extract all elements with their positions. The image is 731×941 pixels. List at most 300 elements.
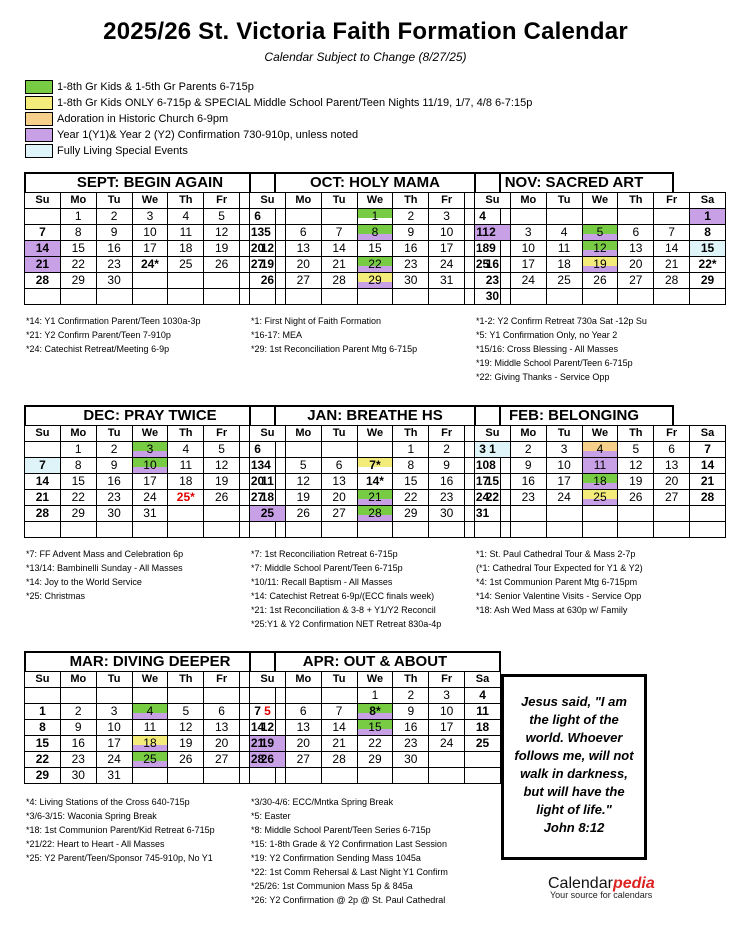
day-number: 19 [629, 474, 643, 488]
day-cell[interactable] [429, 704, 465, 720]
day-cell[interactable] [132, 752, 168, 768]
day-cell[interactable] [690, 474, 726, 490]
day-number: 29 [700, 273, 715, 287]
day-cell[interactable] [285, 720, 321, 736]
day-cell[interactable] [429, 688, 465, 704]
day-cell[interactable] [321, 704, 357, 720]
day-cell[interactable] [204, 490, 240, 506]
legend-item [25, 111, 532, 127]
day-cell[interactable] [25, 490, 61, 506]
day-number: 11 [593, 458, 607, 472]
day-number: 1 [489, 442, 496, 456]
weekday-header: Sa [690, 426, 726, 442]
weekday-header: Sa [690, 193, 726, 209]
day-cell[interactable] [25, 506, 61, 522]
day-cell[interactable] [321, 225, 357, 241]
day-cell[interactable] [582, 273, 618, 289]
day-cell[interactable] [510, 474, 546, 490]
day-cell[interactable] [204, 704, 240, 720]
day-cell[interactable] [357, 704, 393, 720]
day-number: 25 [557, 273, 571, 287]
day-cell[interactable] [132, 458, 168, 474]
day-cell[interactable] [285, 474, 321, 490]
day-cell[interactable] [132, 490, 168, 506]
day-cell[interactable] [60, 720, 96, 736]
day-cell[interactable] [285, 273, 321, 289]
day-cell[interactable] [393, 225, 429, 241]
notes-nov [476, 314, 676, 384]
day-cell[interactable] [96, 273, 132, 289]
day-cell[interactable] [429, 241, 465, 257]
day-cell[interactable] [60, 257, 96, 273]
day-cell[interactable] [285, 225, 321, 241]
day-cell[interactable] [96, 736, 132, 752]
day-number: 18 [475, 720, 490, 734]
weekday-header: We [357, 426, 393, 442]
day-cell[interactable] [204, 442, 240, 458]
day-cell[interactable] [582, 490, 618, 506]
day-cell [357, 289, 393, 305]
day-cell[interactable] [285, 752, 321, 768]
day-number: 19 [214, 474, 229, 488]
day-cell[interactable] [60, 768, 96, 784]
day-cell[interactable] [429, 474, 465, 490]
day-cell[interactable] [132, 474, 168, 490]
day-cell[interactable] [475, 273, 511, 289]
day-number: 19 [593, 257, 607, 271]
day-cell[interactable] [465, 688, 501, 704]
day-cell[interactable] [618, 442, 654, 458]
day-cell[interactable] [582, 257, 618, 273]
day-cell[interactable] [25, 458, 61, 474]
day-number: 9 [110, 458, 118, 472]
day-cell[interactable] [618, 458, 654, 474]
day-cell[interactable] [429, 720, 465, 736]
day-number: 4 [146, 704, 154, 718]
day-cell [321, 768, 357, 784]
day-number: 29 [71, 506, 85, 520]
day-cell[interactable] [132, 736, 168, 752]
day-number: 20 [664, 474, 679, 488]
day-cell[interactable] [357, 241, 393, 257]
day-cell[interactable] [60, 273, 96, 289]
day-cell[interactable] [393, 442, 429, 458]
day-cell[interactable] [429, 225, 465, 241]
day-cell [546, 209, 582, 225]
day-number: 10 [475, 458, 490, 472]
day-cell [393, 289, 429, 305]
day-number: 2 [407, 209, 415, 223]
day-cell[interactable] [96, 241, 132, 257]
day-cell[interactable] [393, 273, 429, 289]
day-cell[interactable] [582, 241, 618, 257]
day-number: 2 [74, 704, 82, 718]
day-cell [618, 522, 654, 538]
day-cell [654, 209, 690, 225]
day-cell[interactable] [96, 768, 132, 784]
month-note: *25:Y1 & Y2 Confirmation NET Retreat 830a-4p [251, 619, 442, 629]
month-note: *1: St. Paul Cathedral Tour & Mass 2-7p [476, 549, 636, 559]
day-number: 4 [182, 209, 190, 223]
day-number: 3 [479, 442, 486, 456]
day-cell[interactable] [96, 474, 132, 490]
day-cell[interactable] [357, 736, 393, 752]
day-number: 27 [296, 273, 310, 287]
day-cell[interactable] [204, 458, 240, 474]
month-note: *26: Y2 Confirmation @ 2p @ St. Paul Cathedral [251, 895, 446, 905]
day-cell[interactable] [393, 752, 429, 768]
weekday-header: Tu [96, 193, 132, 209]
day-cell[interactable] [690, 257, 726, 273]
day-cell[interactable] [204, 209, 240, 225]
day-cell[interactable] [60, 474, 96, 490]
day-cell[interactable] [429, 490, 465, 506]
day-number: 27 [214, 752, 229, 766]
day-cell[interactable] [60, 241, 96, 257]
day-cell[interactable] [132, 720, 168, 736]
day-cell[interactable] [168, 225, 204, 241]
day-cell[interactable] [25, 704, 61, 720]
day-cell[interactable] [393, 736, 429, 752]
day-cell[interactable] [204, 257, 240, 273]
day-cell[interactable] [60, 458, 96, 474]
day-cell[interactable] [618, 257, 654, 273]
day-cell[interactable] [654, 490, 690, 506]
weekday-header: Fr [429, 193, 465, 209]
day-cell[interactable] [96, 209, 132, 225]
month-calendar-nov [474, 172, 717, 305]
day-cell[interactable] [690, 273, 726, 289]
day-cell[interactable] [204, 752, 240, 768]
day-cell[interactable] [690, 241, 726, 257]
day-number: 28 [368, 506, 382, 520]
day-cell[interactable] [132, 241, 168, 257]
day-cell[interactable] [429, 442, 465, 458]
day-cell[interactable] [510, 257, 546, 273]
day-cell[interactable] [60, 490, 96, 506]
month-note: *15/16: Cross Blessing - All Masses [476, 344, 619, 354]
day-cell[interactable] [654, 474, 690, 490]
day-number: 4 [560, 225, 568, 239]
day-cell[interactable] [393, 688, 429, 704]
day-number: 30 [71, 768, 85, 782]
month-note: *1: First Night of Faith Formation [251, 316, 382, 326]
day-number: 11 [557, 241, 571, 255]
day-cell[interactable] [582, 474, 618, 490]
day-cell[interactable] [357, 720, 393, 736]
day-cell[interactable] [285, 490, 321, 506]
day-cell[interactable] [168, 704, 204, 720]
day-cell[interactable] [204, 474, 240, 490]
day-cell[interactable] [393, 209, 429, 225]
day-cell[interactable] [60, 704, 96, 720]
day-cell[interactable] [204, 720, 240, 736]
day-cell[interactable] [285, 736, 321, 752]
day-cell[interactable] [96, 225, 132, 241]
day-cell[interactable] [546, 474, 582, 490]
day-cell [475, 522, 511, 538]
day-cell[interactable] [510, 442, 546, 458]
day-number: 23 [107, 490, 121, 504]
day-cell[interactable] [357, 458, 393, 474]
day-cell[interactable] [96, 257, 132, 273]
day-cell[interactable] [546, 442, 582, 458]
day-cell[interactable] [429, 209, 465, 225]
day-cell[interactable] [546, 458, 582, 474]
day-cell[interactable] [690, 490, 726, 506]
day-number: 21 [332, 736, 346, 750]
month-note: *5: Easter [251, 811, 291, 821]
day-cell[interactable] [285, 241, 321, 257]
day-cell[interactable] [690, 225, 726, 241]
day-cell[interactable] [60, 736, 96, 752]
day-cell [132, 768, 168, 784]
weekday-header: Tu [546, 426, 582, 442]
day-cell[interactable] [510, 273, 546, 289]
day-number: 8* [369, 704, 381, 718]
day-cell[interactable] [168, 442, 204, 458]
day-cell[interactable] [429, 257, 465, 273]
day-cell [546, 289, 582, 305]
day-cell [321, 522, 357, 538]
day-number: 9 [489, 241, 496, 255]
day-number: 26 [260, 752, 275, 766]
day-cell[interactable] [357, 225, 393, 241]
day-cell[interactable] [204, 241, 240, 257]
day-cell[interactable] [321, 752, 357, 768]
day-cell [510, 522, 546, 538]
day-cell[interactable] [321, 720, 357, 736]
day-cell [321, 688, 357, 704]
day-cell[interactable] [618, 241, 654, 257]
day-cell[interactable] [618, 474, 654, 490]
day-cell[interactable] [60, 752, 96, 768]
day-cell[interactable] [690, 209, 726, 225]
day-cell[interactable] [168, 458, 204, 474]
day-cell[interactable] [357, 506, 393, 522]
day-cell[interactable] [654, 225, 690, 241]
day-cell[interactable] [546, 273, 582, 289]
weekday-header: Tu [96, 672, 132, 688]
day-cell[interactable] [357, 490, 393, 506]
month-note: *19: Y2 Confirmation Sending Mass 1045a [251, 853, 421, 863]
month-title: OCT: HOLY MAMA [249, 172, 501, 192]
day-number: 12 [260, 720, 275, 734]
day-number: 6 [335, 458, 343, 472]
weekday-header: We [132, 426, 168, 442]
day-cell[interactable] [96, 506, 132, 522]
day-cell[interactable] [393, 490, 429, 506]
day-cell[interactable] [357, 688, 393, 704]
day-number: 8 [704, 225, 711, 239]
day-cell[interactable] [321, 273, 357, 289]
day-cell[interactable] [60, 506, 96, 522]
day-cell[interactable] [393, 241, 429, 257]
day-cell[interactable] [168, 241, 204, 257]
day-cell[interactable] [321, 257, 357, 273]
day-cell[interactable] [60, 442, 96, 458]
day-cell[interactable] [546, 241, 582, 257]
day-cell[interactable] [654, 442, 690, 458]
day-cell[interactable] [250, 273, 286, 289]
day-cell[interactable] [510, 490, 546, 506]
day-cell[interactable] [654, 257, 690, 273]
day-cell[interactable] [168, 736, 204, 752]
day-cell[interactable] [25, 257, 61, 273]
day-cell[interactable] [475, 289, 511, 305]
day-cell [285, 522, 321, 538]
day-cell[interactable] [546, 257, 582, 273]
day-cell[interactable] [132, 225, 168, 241]
day-cell[interactable] [168, 474, 204, 490]
day-cell[interactable] [690, 442, 726, 458]
day-cell[interactable] [582, 442, 618, 458]
day-cell[interactable] [168, 257, 204, 273]
day-cell[interactable] [25, 273, 61, 289]
day-cell[interactable] [393, 506, 429, 522]
day-cell[interactable] [204, 736, 240, 752]
notes-dec [26, 547, 276, 603]
day-cell[interactable] [25, 752, 61, 768]
day-cell[interactable] [393, 704, 429, 720]
day-number: 20 [250, 474, 265, 488]
day-cell[interactable] [60, 225, 96, 241]
day-number: 27 [296, 752, 310, 766]
day-cell[interactable] [96, 720, 132, 736]
day-cell[interactable] [285, 704, 321, 720]
day-number: 20 [296, 257, 310, 271]
day-cell [690, 506, 726, 522]
page-subtitle: Calendar Subject to Change (8/27/25) [264, 50, 467, 64]
day-cell[interactable] [393, 720, 429, 736]
day-cell[interactable] [357, 474, 393, 490]
day-cell[interactable] [510, 458, 546, 474]
day-cell[interactable] [96, 752, 132, 768]
day-cell[interactable] [96, 458, 132, 474]
day-cell[interactable] [168, 209, 204, 225]
day-cell[interactable] [321, 736, 357, 752]
day-cell[interactable] [96, 704, 132, 720]
day-cell [321, 289, 357, 305]
day-cell[interactable] [429, 273, 465, 289]
day-number: 22 [485, 490, 500, 504]
day-number: 8 [74, 225, 82, 239]
day-cell[interactable] [654, 458, 690, 474]
month-note: *25: Christmas [26, 591, 86, 601]
day-cell [429, 768, 465, 784]
day-cell[interactable] [285, 506, 321, 522]
day-number: 18 [179, 241, 193, 255]
day-cell[interactable] [393, 257, 429, 273]
day-cell[interactable] [132, 704, 168, 720]
day-cell[interactable] [132, 506, 168, 522]
day-cell[interactable] [250, 506, 286, 522]
day-cell[interactable] [25, 736, 61, 752]
month-grid [24, 425, 276, 538]
day-cell[interactable] [168, 752, 204, 768]
day-cell[interactable] [168, 720, 204, 736]
day-cell[interactable] [429, 736, 465, 752]
day-cell[interactable] [618, 490, 654, 506]
day-cell [582, 289, 618, 305]
day-cell[interactable] [465, 736, 501, 752]
day-cell[interactable] [132, 257, 168, 273]
day-number: 30 [485, 289, 500, 303]
day-cell[interactable] [132, 209, 168, 225]
day-cell[interactable] [618, 225, 654, 241]
day-cell[interactable] [510, 241, 546, 257]
day-cell[interactable] [546, 490, 582, 506]
day-cell[interactable] [510, 225, 546, 241]
day-cell[interactable] [465, 704, 501, 720]
day-cell[interactable] [168, 490, 204, 506]
day-cell[interactable] [96, 490, 132, 506]
month-note: *13/14: Bambinelli Sunday - All Masses [26, 563, 183, 573]
day-cell[interactable] [321, 474, 357, 490]
day-cell[interactable] [357, 752, 393, 768]
day-number: 5 [264, 704, 271, 718]
day-number: 11 [179, 225, 193, 239]
legend-label: Fully Living Special Events [57, 145, 188, 157]
day-cell[interactable] [429, 458, 465, 474]
month-note: *14: Y1 Confirmation Parent/Teen 1030a-3p [26, 316, 201, 326]
month-note: *1-2: Y2 Confirm Retreat 730a Sat -12p Su [476, 316, 647, 326]
day-cell[interactable] [465, 720, 501, 736]
day-number: 14 [332, 241, 346, 255]
day-cell[interactable] [321, 241, 357, 257]
day-cell[interactable] [204, 225, 240, 241]
day-cell[interactable] [429, 506, 465, 522]
day-cell[interactable] [618, 273, 654, 289]
weekday-header: Th [168, 672, 204, 688]
day-cell[interactable] [357, 209, 393, 225]
day-number: 15 [404, 474, 418, 488]
day-number: 8 [74, 458, 82, 472]
day-cell[interactable] [25, 720, 61, 736]
day-cell[interactable] [25, 225, 61, 241]
day-cell[interactable] [25, 768, 61, 784]
day-number: 20 [250, 241, 265, 255]
day-cell[interactable] [654, 241, 690, 257]
day-number: 31 [439, 273, 454, 287]
day-cell[interactable] [582, 225, 618, 241]
day-cell[interactable] [357, 257, 393, 273]
day-cell[interactable] [285, 257, 321, 273]
day-cell[interactable] [321, 506, 357, 522]
day-number: 17 [439, 241, 454, 255]
day-cell[interactable] [132, 442, 168, 458]
month-title: FEB: BELONGING [474, 405, 674, 425]
month-title: MAR: DIVING DEEPER [24, 651, 276, 671]
day-number: 10 [143, 458, 157, 472]
day-cell[interactable] [393, 458, 429, 474]
day-cell[interactable] [393, 474, 429, 490]
day-cell[interactable] [321, 490, 357, 506]
day-cell[interactable] [96, 442, 132, 458]
day-cell[interactable] [321, 458, 357, 474]
day-cell[interactable] [690, 458, 726, 474]
weekday-header: Mo [285, 672, 321, 688]
day-cell[interactable] [654, 273, 690, 289]
day-cell[interactable] [546, 225, 582, 241]
day-cell[interactable] [357, 273, 393, 289]
day-cell[interactable] [60, 209, 96, 225]
day-cell[interactable] [25, 241, 61, 257]
day-cell[interactable] [582, 458, 618, 474]
day-number: 24* [140, 257, 159, 271]
day-cell[interactable] [285, 458, 321, 474]
day-cell[interactable] [25, 474, 61, 490]
